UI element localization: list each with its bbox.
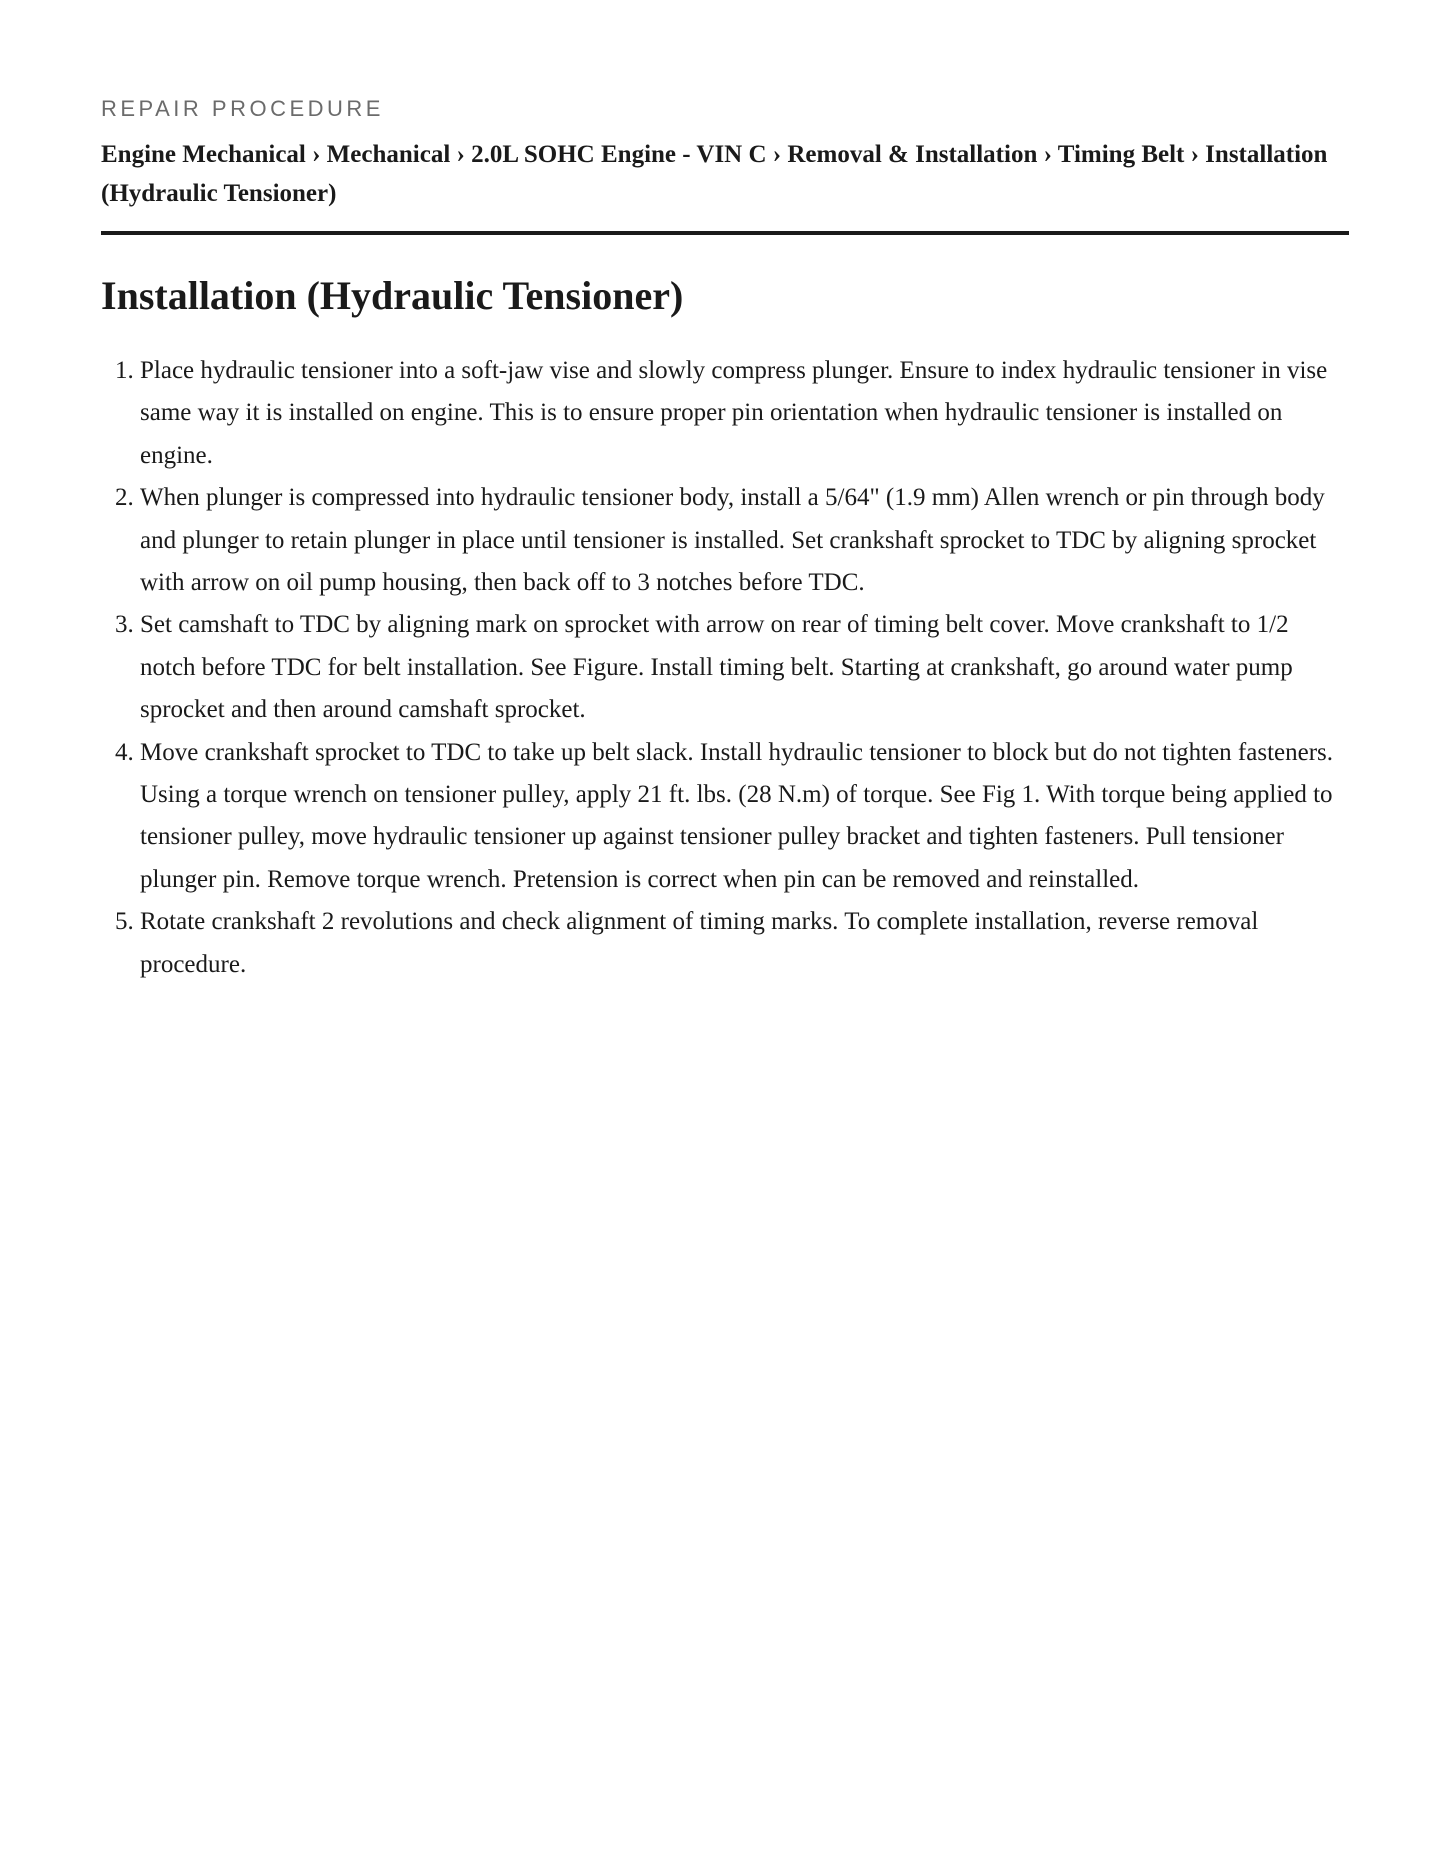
step-item-1: 1. Place hydraulic tensioner into a soft-jaw vise and slowly compress plunger. Ensure to index hydraulic tensioner in vise same way it is installed on engine. This is to ensure proper pin orientation when hydraulic tensioner is installed on engine. — [140, 350, 1349, 477]
step-item-4: 4. Move crankshaft sprocket to TDC to take up belt slack. Install hydraulic tensioner to block but do not tighten fasteners. Using a torque wrench on tensioner pulley, apply 21 ft. lbs. (28 N.m) of torque. See Fig 1. With torque being applied to tensioner pulley, move hydraulic tensioner up against tensioner pulley bracket and tighten fasteners. Pull tensioner plunger pin. Remove torque wrench. Pretension is correct when pin can be removed and reinstalled. — [140, 732, 1349, 902]
step-item-2: 2. When plunger is compressed into hydraulic tensioner body, install a 5/64" (1.9 mm) Allen wrench or pin through body and plunger to retain plunger in place until tensioner is installed. Set crankshaft sprocket to TDC by aligning sprocket with arrow on oil pump housing, then back off to 3 notches before TDC. — [140, 477, 1349, 604]
breadcrumb: Engine Mechanical › Mechanical › 2.0L SOHC Engine - VIN C › Removal & Installation › Timing Belt › Installation (Hydraulic Tensioner) — [101, 141, 1328, 207]
procedure-steps — [101, 350, 1349, 986]
header-divider — [101, 231, 1349, 235]
step-item-5: 5. Rotate crankshaft 2 revolutions and check alignment of timing marks. To complete installation, reverse removal procedure. — [140, 901, 1349, 986]
step-item-3: 3. Set camshaft to TDC by aligning mark on sprocket with arrow on rear of timing belt cover. Move crankshaft to 1/2 notch before TDC for belt installation. See Figure. Install timing belt. Starting at crankshaft, go around water pump sprocket and then around camshaft sprocket. — [140, 604, 1349, 731]
page-title: Installation (Hydraulic Tensioner) — [101, 273, 684, 318]
document-page — [101, 96, 1349, 986]
section-label: REPAIR PROCEDURE — [101, 96, 384, 121]
